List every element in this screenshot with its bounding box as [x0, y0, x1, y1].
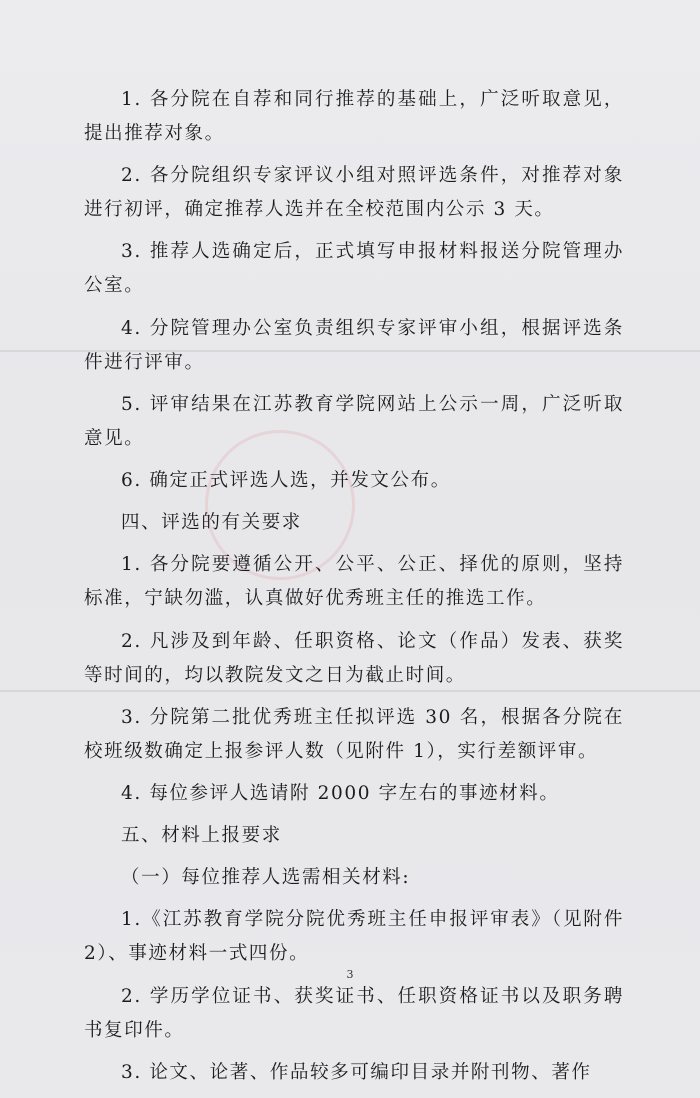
paragraph-procedure-3: 3. 推荐人选确定后，正式填写申报材料报送分院管理办公室。	[84, 241, 624, 297]
paragraph-material-1: 1.《江苏教育学院分院优秀班主任申报评审表》（见附件 2）、事迹材料一式四份。	[84, 909, 624, 965]
paragraph-requirement-2: 2. 凡涉及到年龄、任职资格、论文（作品）发表、获奖等时间的，均以教院发文之日为截止时间。	[84, 630, 624, 686]
paragraph-procedure-6: 6. 确定正式评选人选，并发文公布。	[121, 469, 451, 491]
section-heading-materials: 五、材料上报要求	[121, 825, 282, 847]
subsection-heading-materials: （一）每位推荐人选需相关材料:	[121, 867, 411, 889]
paragraph-requirement-3: 3. 分院第二批优秀班主任拟评选 30 名，根据各分院在校班级数确定上报参评人数（见附件 1），实行差额评审。	[84, 706, 624, 762]
page-number: 3	[346, 968, 354, 981]
paragraph-material-2: 2. 学历学位证书、获奖证书、任职资格证书以及职务聘书复印件。	[84, 985, 624, 1041]
paragraph-procedure-2: 2. 各分院组织专家评议小组对照评选条件，对推荐对象进行初评，确定推荐人选并在全校范围内公示 3 天。	[84, 165, 624, 221]
paragraph-procedure-5: 5. 评审结果在江苏教育学院网站上公示一周，广泛听取意见。	[84, 393, 624, 449]
paragraph-material-3: 3. 论文、论著、作品较多可编印目录并附刊物、著作	[121, 1061, 592, 1083]
paragraph-procedure-4: 4. 分院管理办公室负责组织专家评审小组，根据评选条件进行评审。	[84, 317, 624, 373]
paragraph-procedure-1: 1. 各分院在自荐和同行推荐的基础上，广泛听取意见，提出推荐对象。	[84, 89, 624, 144]
paragraph-requirement-4: 4. 每位参评人选请附 2000 字左右的事迹材料。	[121, 782, 560, 804]
section-heading-requirements: 四、评选的有关要求	[121, 512, 302, 534]
paragraph-requirement-1: 1. 各分院要遵循公开、公平、公正、择优的原则，坚持标准，宁缺勿滥，认真做好优秀班主任的推选工作。	[84, 554, 624, 610]
document-body	[84, 83, 624, 1098]
